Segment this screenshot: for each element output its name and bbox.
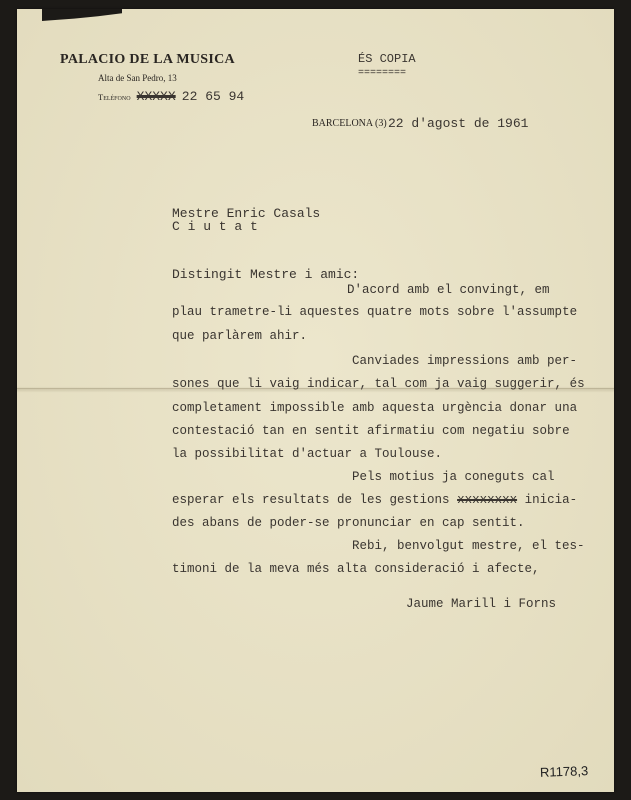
salutation: Distingit Mestre i amic:	[172, 267, 360, 282]
letterhead-address: Alta de San Pedro, 13	[98, 73, 177, 83]
body-line: sones que li vaig indicar, tal com ja vaig suggerir, és	[172, 377, 585, 391]
copy-stamp: ÉS COPIA	[358, 52, 416, 66]
body-line: contestació tan en sentit afirmatiu com negatiu sobre	[172, 424, 570, 438]
signature: Jaume Marill i Forns	[406, 597, 557, 611]
letterhead-phone	[98, 89, 244, 104]
struck-word: xxxxxxxx	[457, 493, 518, 507]
body-line: des abans de poder-se pronunciar en cap sentit.	[172, 516, 525, 530]
archive-reference: R1178,3	[539, 763, 589, 780]
body-line: que parlàrem ahir.	[172, 329, 308, 343]
letterhead-org: PALACIO DE LA MUSICA	[60, 52, 235, 67]
body-line-text: inicia-	[524, 493, 578, 507]
phone-number: 22 65 94	[181, 89, 245, 104]
body-line: plau trametre-li aquestes quatre mots sobre l'assumpte	[172, 305, 578, 319]
phone-struck: XXXXX	[136, 89, 176, 104]
body-line: Pels motius ja coneguts cal	[352, 470, 555, 484]
recipient-city: C i u t a t	[172, 219, 258, 234]
body-line-text: esperar els resultats de les gestions	[172, 493, 450, 507]
body-line: la possibilitat d'actuar a Toulouse.	[172, 447, 443, 461]
phone-label: Teléfono	[98, 92, 131, 102]
body-line: Rebi, benvolgut mestre, el tes-	[352, 539, 585, 553]
body-line: D'acord amb el convingt, em	[347, 283, 550, 297]
body-line: timoni de la meva més alta consideració i afecte,	[172, 562, 540, 576]
body-line	[172, 493, 577, 507]
body-line: completament impossible amb aquesta urgència donar una	[172, 401, 578, 415]
copy-underline: ========	[358, 68, 407, 79]
dateline-city: BARCELONA (3)	[312, 118, 387, 129]
recipient-name: Mestre Enric Casals	[172, 206, 321, 221]
dateline-date: 22 d'agost de 1961	[388, 116, 529, 131]
body-line: Canviades impressions amb per-	[352, 354, 578, 368]
